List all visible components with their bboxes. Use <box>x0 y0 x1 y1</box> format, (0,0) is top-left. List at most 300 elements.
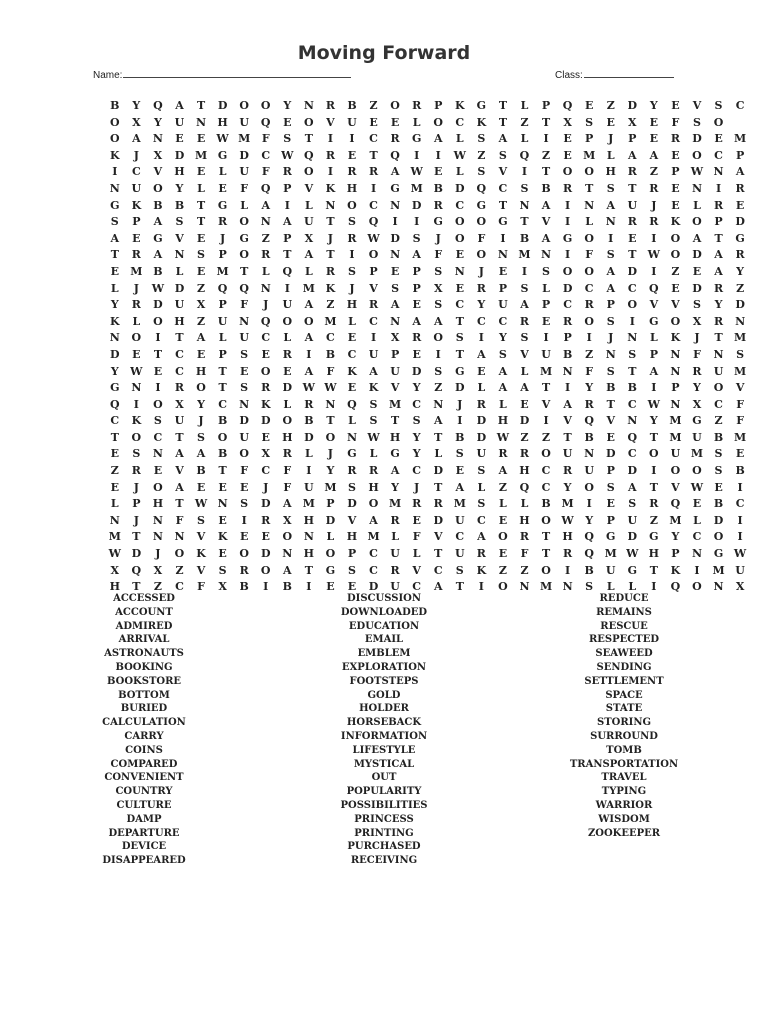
grid-letter[interactable]: K <box>325 181 336 195</box>
grid-letter[interactable]: O <box>282 314 293 328</box>
grid-letter[interactable]: S <box>606 248 615 262</box>
grid-letter[interactable]: S <box>498 347 507 361</box>
grid-letter[interactable]: Y <box>649 414 658 428</box>
grid-letter[interactable]: S <box>585 115 594 129</box>
grid-letter[interactable]: D <box>325 513 336 527</box>
grid-letter[interactable]: J <box>457 397 463 411</box>
grid-letter[interactable]: M <box>669 513 682 527</box>
grid-letter[interactable]: M <box>389 397 402 411</box>
grid-letter[interactable]: Q <box>584 530 594 544</box>
grid-letter[interactable]: S <box>606 364 615 378</box>
grid-letter[interactable]: T <box>649 563 658 577</box>
grid-letter[interactable]: U <box>368 347 379 361</box>
grid-letter[interactable]: H <box>195 364 207 378</box>
grid-letter[interactable]: S <box>347 563 356 577</box>
grid-letter[interactable]: R <box>563 314 573 328</box>
grid-letter[interactable]: M <box>410 181 423 195</box>
grid-letter[interactable]: L <box>520 364 529 378</box>
grid-letter[interactable]: W <box>690 165 704 179</box>
grid-letter[interactable]: L <box>542 281 550 295</box>
grid-letter[interactable]: E <box>110 264 119 278</box>
grid-letter[interactable]: P <box>283 181 292 195</box>
grid-letter[interactable]: J <box>349 281 355 295</box>
grid-letter[interactable]: R <box>304 397 314 411</box>
grid-letter[interactable]: D <box>433 513 443 527</box>
grid-letter[interactable]: Z <box>477 148 486 162</box>
grid-letter[interactable]: O <box>584 165 594 179</box>
grid-letter[interactable]: N <box>627 414 638 428</box>
grid-letter[interactable]: I <box>651 264 657 278</box>
grid-letter[interactable]: R <box>131 298 141 312</box>
grid-letter[interactable]: Y <box>671 530 680 544</box>
grid-letter[interactable]: G <box>735 231 745 245</box>
grid-letter[interactable]: I <box>414 215 420 229</box>
grid-letter[interactable]: A <box>175 480 184 494</box>
grid-letter[interactable]: J <box>435 231 441 245</box>
grid-letter[interactable]: P <box>606 464 615 478</box>
grid-letter[interactable]: E <box>606 497 615 511</box>
grid-letter[interactable]: P <box>498 281 508 295</box>
grid-letter[interactable]: K <box>476 115 487 129</box>
grid-letter[interactable]: P <box>735 148 745 162</box>
grid-letter[interactable]: G <box>606 530 616 544</box>
grid-letter[interactable]: O <box>239 447 249 461</box>
grid-letter[interactable]: P <box>412 281 421 295</box>
grid-letter[interactable]: N <box>303 99 314 112</box>
grid-letter[interactable]: A <box>304 331 314 345</box>
grid-letter[interactable]: U <box>304 480 314 494</box>
grid-letter[interactable]: I <box>651 231 657 245</box>
grid-letter[interactable]: O <box>325 430 336 444</box>
grid-letter[interactable]: E <box>628 231 637 245</box>
grid-letter[interactable]: E <box>153 464 163 478</box>
grid-letter[interactable]: O <box>541 563 551 577</box>
grid-letter[interactable]: C <box>369 547 378 561</box>
grid-letter[interactable]: H <box>282 430 293 444</box>
grid-letter[interactable]: I <box>370 181 377 195</box>
grid-letter[interactable]: A <box>455 480 465 494</box>
grid-letter[interactable]: L <box>455 132 464 146</box>
grid-letter[interactable]: O <box>304 115 314 129</box>
grid-letter[interactable]: A <box>541 198 551 212</box>
grid-letter[interactable]: Y <box>412 447 421 461</box>
grid-letter[interactable]: R <box>713 281 724 295</box>
grid-letter[interactable]: S <box>110 215 119 229</box>
grid-letter[interactable]: S <box>197 430 205 444</box>
grid-letter[interactable]: Y <box>326 464 335 478</box>
grid-letter[interactable]: D <box>110 347 120 361</box>
grid-letter[interactable]: R <box>412 331 422 345</box>
grid-letter[interactable]: Q <box>282 264 293 278</box>
grid-letter[interactable]: G <box>692 414 702 428</box>
grid-letter[interactable]: G <box>562 231 573 245</box>
grid-letter[interactable]: N <box>670 364 681 378</box>
grid-letter[interactable]: V <box>735 381 745 395</box>
grid-letter[interactable]: N <box>152 447 163 461</box>
grid-letter[interactable]: I <box>737 513 743 527</box>
grid-letter[interactable]: I <box>651 381 657 395</box>
grid-letter[interactable]: P <box>541 298 551 312</box>
grid-letter[interactable]: V <box>671 298 680 312</box>
grid-letter[interactable]: A <box>412 314 421 328</box>
grid-letter[interactable]: B <box>217 414 228 428</box>
grid-letter[interactable]: W <box>281 148 294 162</box>
grid-letter[interactable]: Q <box>649 281 659 295</box>
grid-letter[interactable]: A <box>390 165 400 179</box>
grid-letter[interactable]: A <box>110 231 120 245</box>
grid-letter[interactable]: M <box>238 132 251 146</box>
grid-letter[interactable]: H <box>109 580 120 594</box>
grid-letter[interactable]: L <box>283 331 292 345</box>
class-blank-line[interactable] <box>584 67 674 78</box>
grid-letter[interactable]: I <box>629 314 635 328</box>
grid-letter[interactable]: N <box>109 513 120 527</box>
grid-letter[interactable]: I <box>155 331 161 345</box>
grid-letter[interactable]: P <box>326 497 335 511</box>
grid-letter[interactable]: O <box>454 215 465 229</box>
grid-letter[interactable]: X <box>196 298 206 312</box>
grid-letter[interactable]: S <box>628 347 637 361</box>
grid-letter[interactable]: K <box>368 381 379 395</box>
grid-letter[interactable]: U <box>347 115 357 129</box>
grid-letter[interactable]: K <box>670 563 681 577</box>
grid-letter[interactable]: Z <box>369 99 378 112</box>
grid-letter[interactable]: P <box>347 547 357 561</box>
grid-letter[interactable]: C <box>175 580 184 594</box>
grid-letter[interactable]: E <box>455 248 464 262</box>
grid-letter[interactable]: O <box>239 547 249 561</box>
grid-letter[interactable]: J <box>478 264 484 278</box>
grid-letter[interactable]: Y <box>498 331 507 345</box>
grid-letter[interactable]: D <box>455 381 465 395</box>
grid-letter[interactable]: E <box>671 198 680 212</box>
grid-letter[interactable]: A <box>433 132 443 146</box>
grid-letter[interactable]: S <box>714 447 723 461</box>
grid-letter[interactable]: U <box>390 364 400 378</box>
grid-letter[interactable]: P <box>671 381 680 395</box>
grid-letter[interactable]: M <box>712 563 725 577</box>
grid-letter[interactable]: C <box>326 331 335 345</box>
grid-letter[interactable]: Z <box>520 563 529 577</box>
grid-letter[interactable]: R <box>476 281 486 295</box>
grid-letter[interactable]: H <box>562 530 573 544</box>
grid-letter[interactable]: E <box>412 347 421 361</box>
grid-letter[interactable]: R <box>218 215 228 229</box>
grid-letter[interactable]: E <box>649 115 659 129</box>
grid-letter[interactable]: R <box>627 165 637 179</box>
grid-letter[interactable]: O <box>670 231 681 245</box>
grid-letter[interactable]: K <box>217 530 228 544</box>
grid-letter[interactable]: T <box>498 99 507 112</box>
grid-letter[interactable]: E <box>153 364 163 378</box>
grid-letter[interactable]: T <box>110 430 119 444</box>
grid-letter[interactable]: A <box>433 314 443 328</box>
grid-letter[interactable]: C <box>412 580 422 594</box>
grid-letter[interactable]: Q <box>519 480 530 494</box>
grid-letter[interactable]: L <box>218 165 227 179</box>
grid-letter[interactable]: B <box>153 198 163 212</box>
grid-letter[interactable]: T <box>434 430 443 444</box>
grid-letter[interactable]: R <box>239 563 249 577</box>
grid-letter[interactable]: T <box>110 248 119 262</box>
grid-letter[interactable]: W <box>151 281 165 295</box>
grid-letter[interactable]: C <box>735 99 745 112</box>
grid-letter[interactable]: P <box>132 215 141 229</box>
grid-letter[interactable]: I <box>521 165 528 179</box>
grid-letter[interactable]: V <box>390 381 400 395</box>
grid-letter[interactable]: H <box>605 165 616 179</box>
grid-letter[interactable]: I <box>306 580 312 594</box>
grid-letter[interactable]: B <box>433 181 443 195</box>
grid-letter[interactable]: V <box>671 480 680 494</box>
grid-letter[interactable]: N <box>454 264 465 278</box>
grid-letter[interactable]: F <box>434 248 443 262</box>
grid-letter[interactable]: I <box>327 165 333 179</box>
grid-letter[interactable]: D <box>476 430 487 444</box>
grid-letter[interactable]: L <box>455 165 464 179</box>
grid-letter[interactable]: U <box>498 298 508 312</box>
grid-letter[interactable]: A <box>283 497 292 511</box>
grid-letter[interactable]: G <box>411 132 422 146</box>
grid-letter[interactable]: C <box>412 397 422 411</box>
grid-letter[interactable]: N <box>670 347 681 361</box>
grid-letter[interactable]: I <box>715 181 722 195</box>
grid-letter[interactable]: I <box>543 414 549 428</box>
grid-letter[interactable]: Y <box>391 480 400 494</box>
grid-letter[interactable]: N <box>584 198 595 212</box>
grid-letter[interactable]: D <box>692 132 702 146</box>
grid-letter[interactable]: I <box>435 148 441 162</box>
grid-letter[interactable]: J <box>198 414 204 428</box>
grid-letter[interactable]: A <box>714 264 723 278</box>
grid-letter[interactable]: N <box>282 547 293 561</box>
grid-letter[interactable]: E <box>347 580 357 594</box>
grid-letter[interactable]: F <box>736 414 744 428</box>
grid-letter[interactable]: B <box>627 381 637 395</box>
grid-letter[interactable]: O <box>131 430 142 444</box>
grid-letter[interactable]: C <box>692 530 702 544</box>
grid-letter[interactable]: J <box>133 513 139 527</box>
grid-letter[interactable]: A <box>369 364 378 378</box>
grid-letter[interactable]: L <box>175 264 184 278</box>
grid-letter[interactable]: T <box>240 264 249 278</box>
grid-letter[interactable]: J <box>327 447 334 461</box>
grid-letter[interactable]: S <box>606 314 615 328</box>
grid-letter[interactable]: U <box>239 331 249 345</box>
grid-letter[interactable]: Z <box>498 480 507 494</box>
grid-letter[interactable]: C <box>455 530 465 544</box>
grid-letter[interactable]: Y <box>110 364 119 378</box>
grid-letter[interactable]: R <box>476 547 486 561</box>
grid-letter[interactable]: S <box>736 347 745 361</box>
grid-letter[interactable]: V <box>498 165 508 179</box>
grid-letter[interactable]: Z <box>585 347 594 361</box>
grid-letter[interactable]: D <box>174 281 185 295</box>
grid-letter[interactable]: F <box>412 530 421 544</box>
grid-letter[interactable]: C <box>563 298 572 312</box>
grid-letter[interactable]: R <box>519 447 530 461</box>
grid-letter[interactable]: G <box>713 547 724 561</box>
grid-letter[interactable]: N <box>627 331 638 345</box>
grid-letter[interactable]: S <box>240 497 249 511</box>
grid-letter[interactable]: T <box>628 248 637 262</box>
grid-letter[interactable]: T <box>196 99 206 112</box>
grid-letter[interactable]: H <box>303 547 315 561</box>
grid-letter[interactable]: E <box>498 264 508 278</box>
grid-letter[interactable]: T <box>326 248 335 262</box>
grid-letter[interactable]: M <box>734 430 747 444</box>
grid-letter[interactable]: T <box>649 430 658 444</box>
grid-letter[interactable]: D <box>260 497 271 511</box>
grid-letter[interactable]: R <box>368 298 379 312</box>
grid-letter[interactable]: E <box>239 530 249 544</box>
grid-letter[interactable]: Y <box>736 264 745 278</box>
grid-letter[interactable]: E <box>735 198 745 212</box>
grid-letter[interactable]: C <box>369 198 378 212</box>
grid-letter[interactable]: O <box>239 248 249 262</box>
grid-letter[interactable]: L <box>606 148 615 162</box>
grid-letter[interactable]: K <box>260 397 271 411</box>
grid-letter[interactable]: A <box>175 447 184 461</box>
grid-letter[interactable]: C <box>584 281 594 295</box>
grid-letter[interactable]: E <box>671 281 680 295</box>
grid-letter[interactable]: O <box>692 580 702 594</box>
grid-letter[interactable]: A <box>304 248 314 262</box>
grid-letter[interactable]: R <box>498 447 508 461</box>
grid-letter[interactable]: R <box>131 464 141 478</box>
grid-letter[interactable]: E <box>196 165 206 179</box>
grid-letter[interactable]: R <box>670 132 680 146</box>
grid-letter[interactable]: X <box>175 397 184 411</box>
grid-letter[interactable]: R <box>692 364 702 378</box>
grid-letter[interactable]: R <box>282 165 292 179</box>
grid-letter[interactable]: U <box>541 347 551 361</box>
grid-letter[interactable]: C <box>369 563 378 577</box>
grid-letter[interactable]: E <box>649 132 659 146</box>
grid-letter[interactable]: T <box>520 215 529 229</box>
grid-letter[interactable]: O <box>627 298 638 312</box>
grid-letter[interactable]: E <box>369 115 378 129</box>
grid-letter[interactable]: K <box>131 198 142 212</box>
grid-letter[interactable]: H <box>368 480 379 494</box>
grid-letter[interactable]: I <box>435 347 441 361</box>
grid-letter[interactable]: L <box>348 414 356 428</box>
grid-letter[interactable]: I <box>478 580 484 594</box>
grid-letter[interactable]: A <box>606 281 615 295</box>
grid-letter[interactable]: R <box>390 132 400 146</box>
grid-letter[interactable]: A <box>628 480 637 494</box>
grid-letter[interactable]: F <box>261 132 270 146</box>
grid-letter[interactable]: M <box>669 430 682 444</box>
grid-letter[interactable]: N <box>497 248 508 262</box>
grid-letter[interactable]: J <box>133 281 139 295</box>
grid-letter[interactable]: N <box>325 397 336 411</box>
grid-letter[interactable]: T <box>196 198 206 212</box>
grid-letter[interactable]: U <box>174 414 185 428</box>
grid-letter[interactable]: U <box>174 115 185 129</box>
grid-letter[interactable]: P <box>671 165 680 179</box>
grid-letter[interactable]: M <box>583 148 596 162</box>
grid-letter[interactable]: A <box>390 464 400 478</box>
grid-letter[interactable]: S <box>477 464 486 478</box>
grid-letter[interactable]: B <box>541 497 551 511</box>
grid-letter[interactable]: L <box>649 331 658 345</box>
grid-letter[interactable]: Y <box>175 181 184 195</box>
grid-letter[interactable]: Z <box>736 281 745 295</box>
grid-letter[interactable]: G <box>390 447 400 461</box>
grid-letter[interactable]: N <box>519 198 530 212</box>
grid-letter[interactable]: J <box>133 480 139 494</box>
grid-letter[interactable]: F <box>240 181 249 195</box>
grid-letter[interactable]: E <box>175 132 184 146</box>
grid-letter[interactable]: N <box>174 248 185 262</box>
grid-letter[interactable]: F <box>197 580 205 594</box>
grid-letter[interactable]: R <box>735 181 745 195</box>
grid-letter[interactable]: O <box>282 414 293 428</box>
grid-letter[interactable]: C <box>627 447 637 461</box>
grid-letter[interactable]: A <box>304 364 314 378</box>
grid-letter[interactable]: Z <box>520 430 529 444</box>
grid-letter[interactable]: E <box>606 430 615 444</box>
grid-letter[interactable]: N <box>196 115 207 129</box>
grid-letter[interactable]: T <box>326 414 335 428</box>
grid-letter[interactable]: O <box>196 381 206 395</box>
grid-letter[interactable]: Q <box>131 563 142 577</box>
grid-letter[interactable]: H <box>648 547 660 561</box>
grid-letter[interactable]: O <box>713 530 724 544</box>
grid-letter[interactable]: R <box>584 397 594 411</box>
grid-letter[interactable]: C <box>455 298 465 312</box>
grid-letter[interactable]: T <box>132 580 141 594</box>
grid-letter[interactable]: C <box>455 198 465 212</box>
grid-letter[interactable]: P <box>434 99 443 112</box>
grid-letter[interactable]: V <box>541 397 551 411</box>
grid-letter[interactable]: P <box>541 99 551 112</box>
grid-letter[interactable]: P <box>671 547 680 561</box>
grid-letter[interactable]: Z <box>671 264 680 278</box>
grid-letter[interactable]: Q <box>109 397 120 411</box>
grid-letter[interactable]: Y <box>412 430 421 444</box>
grid-letter[interactable]: M <box>453 497 466 511</box>
grid-letter[interactable]: E <box>390 115 400 129</box>
grid-letter[interactable]: L <box>391 530 399 544</box>
grid-letter[interactable]: S <box>175 215 184 229</box>
grid-letter[interactable]: E <box>692 264 702 278</box>
grid-letter[interactable]: T <box>455 580 464 594</box>
grid-letter[interactable]: I <box>543 331 549 345</box>
grid-letter[interactable]: E <box>261 347 270 361</box>
grid-letter[interactable]: T <box>563 430 572 444</box>
grid-letter[interactable]: E <box>326 580 335 594</box>
grid-letter[interactable]: A <box>369 513 378 527</box>
grid-letter[interactable]: S <box>283 132 292 146</box>
grid-letter[interactable]: F <box>240 298 249 312</box>
grid-letter[interactable]: P <box>218 347 227 361</box>
grid-letter[interactable]: V <box>541 215 551 229</box>
grid-letter[interactable]: G <box>476 99 487 112</box>
grid-letter[interactable]: A <box>498 132 508 146</box>
grid-letter[interactable]: U <box>584 464 594 478</box>
grid-letter[interactable]: S <box>520 281 529 295</box>
grid-letter[interactable]: R <box>735 248 745 262</box>
grid-letter[interactable]: C <box>218 397 227 411</box>
grid-letter[interactable]: Q <box>476 181 487 195</box>
grid-letter[interactable]: A <box>520 381 529 395</box>
grid-letter[interactable]: Y <box>585 381 594 395</box>
grid-letter[interactable]: V <box>520 347 529 361</box>
grid-letter[interactable]: U <box>282 298 293 312</box>
grid-letter[interactable]: T <box>434 480 443 494</box>
